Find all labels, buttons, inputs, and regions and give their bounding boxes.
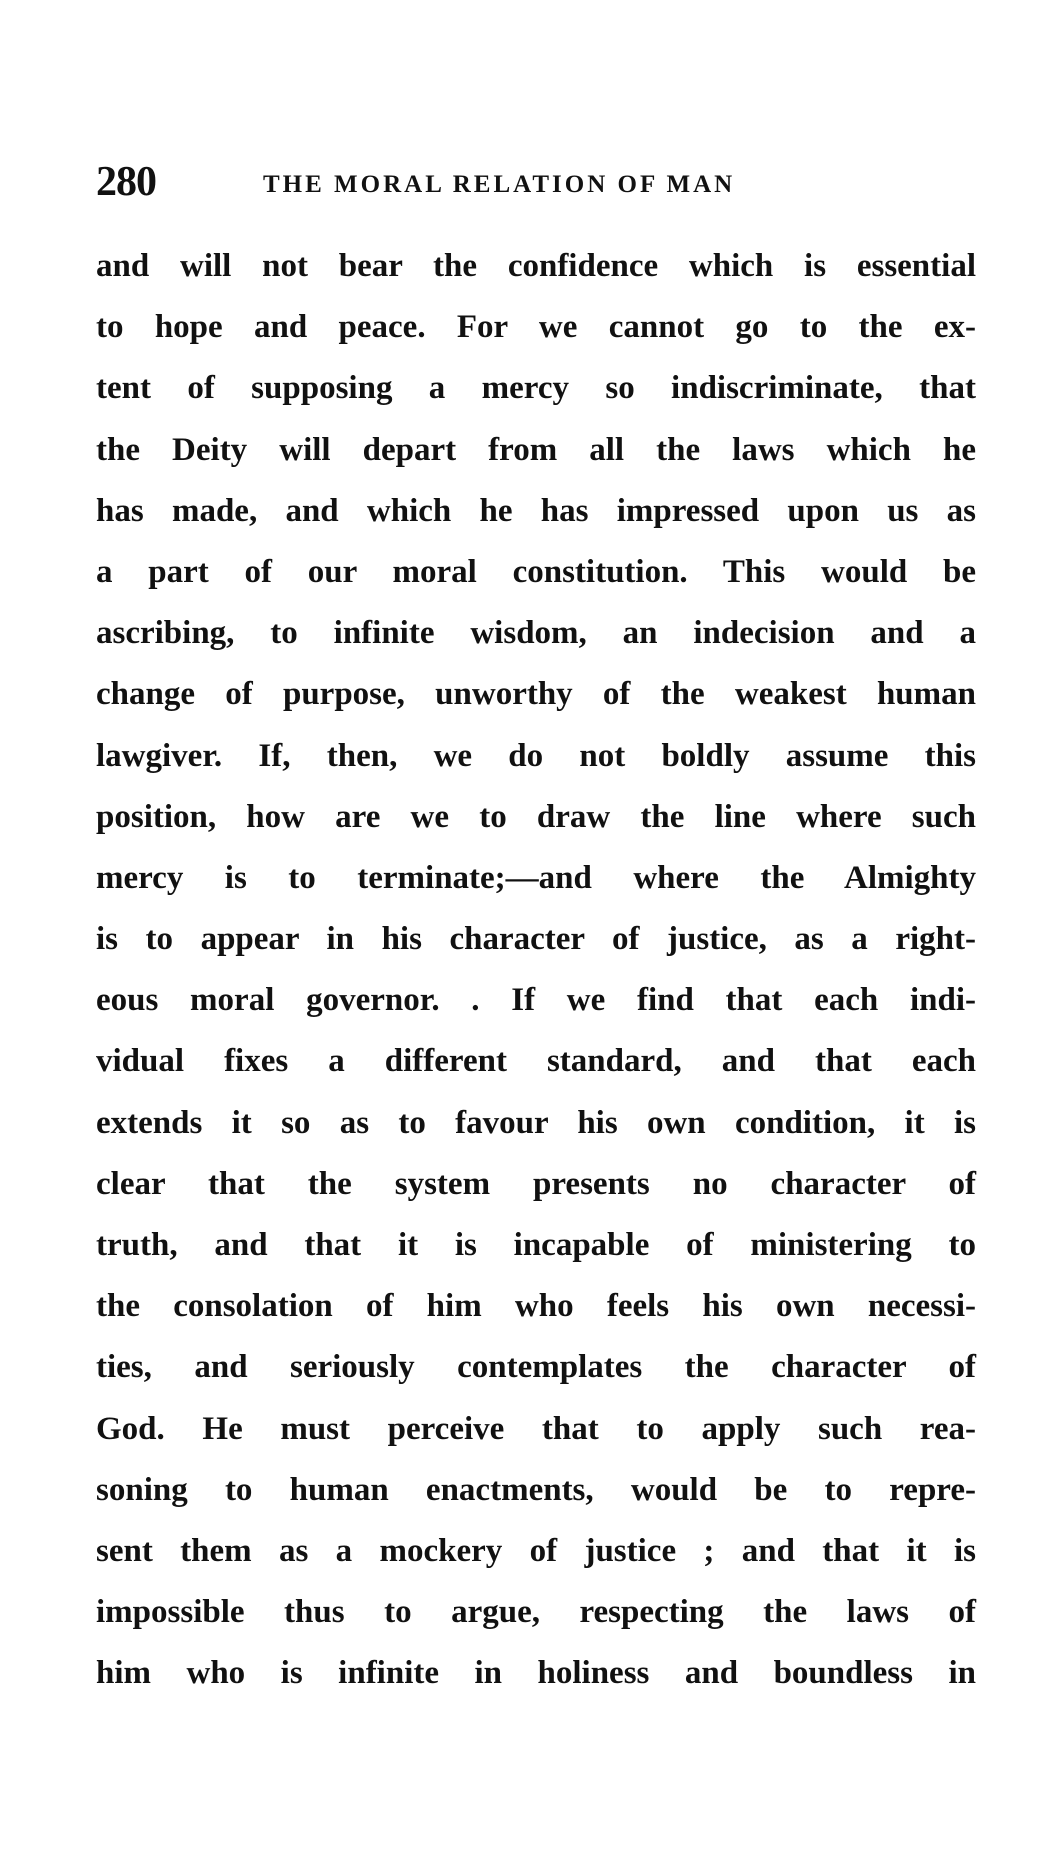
text-line: vidual fixes a different standard, and that each [96, 1043, 976, 1080]
text-line: a part of our moral constitution. This would be [96, 553, 976, 590]
text-line: the Deity will depart from all the laws which he [96, 431, 976, 468]
text-line: tent of supposing a mercy so indiscriminate, that [96, 370, 976, 407]
page-number: 280 [96, 159, 156, 205]
text-line: truth, and that it is incapable of ministering to [96, 1227, 976, 1263]
text-line: is to appear in his character of justice, as a right- [96, 921, 976, 958]
text-line: sent them as a mockery of justice ; and that it is [96, 1532, 976, 1569]
text-line: God. He must perceive that to apply such rea- [96, 1410, 976, 1447]
text-line: mercy is to terminate;—and where the Almighty [96, 859, 976, 896]
text-line: position, how are we to draw the line where such [96, 798, 976, 835]
text-line: the consolation of him who feels his own necessi- [96, 1288, 976, 1325]
text-line: soning to human enactments, would be to repre- [96, 1471, 976, 1508]
text-line: has made, and which he has impressed upon us as [96, 492, 976, 529]
page-header [96, 152, 976, 212]
text-line: him who is infinite in holiness and boundless in [96, 1655, 976, 1692]
text-line: extends it so as to favour his own condition, it is [96, 1104, 976, 1141]
text-line: eous moral governor. . If we find that each indi- [96, 982, 976, 1019]
text-line: impossible thus to argue, respecting the laws of [96, 1594, 976, 1631]
running-head: THE MORAL RELATION OF MAN [263, 171, 736, 198]
text-line: lawgiver. If, then, we do not boldly assume this [96, 737, 976, 774]
text-line: ties, and seriously contemplates the character of [96, 1349, 976, 1386]
text-line: change of purpose, unworthy of the weakest human [96, 676, 976, 713]
body-text [96, 236, 976, 1705]
text-line: clear that the system presents no character of [96, 1165, 976, 1202]
text-line: and will not bear the confidence which is essential [96, 248, 976, 284]
text-line: to hope and peace. For we cannot go to the ex- [96, 309, 976, 346]
text-line: ascribing, to infinite wisdom, an indecision and a [96, 615, 976, 652]
